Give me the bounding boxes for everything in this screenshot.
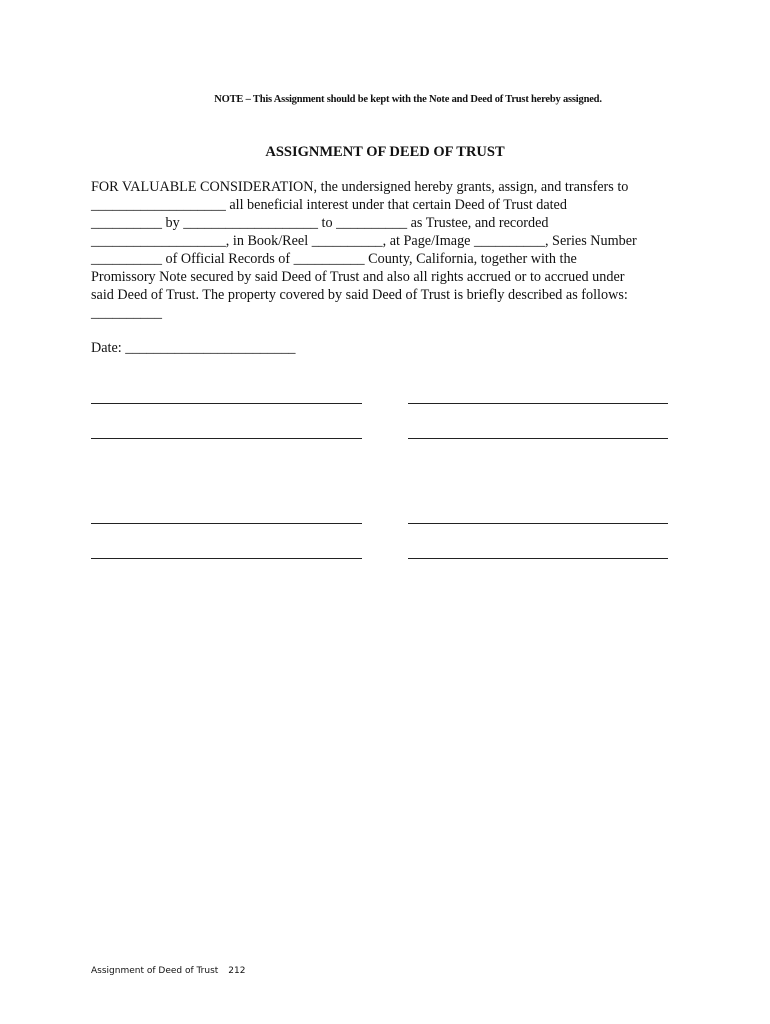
signature-line-left-3: [91, 523, 362, 524]
assignment-note: NOTE – This Assignment should be kept with the Note and Deed of Trust hereby assigned.: [214, 94, 602, 105]
footer-page-code: 212: [228, 966, 246, 976]
paragraph-line: __________: [91, 305, 162, 321]
signature-line-left-2: [91, 438, 362, 439]
page-footer: [91, 966, 245, 976]
signature-line-right-4: [408, 558, 668, 559]
paragraph-line: Promissory Note secured by said Deed of Trust and also all rights accrued or to accrued under: [91, 269, 625, 285]
signature-line-right-3: [408, 523, 668, 524]
paragraph-line: ___________________ all beneficial interest under that certain Deed of Trust dated: [91, 197, 567, 213]
paragraph-line: __________ of Official Records of __________ County, California, together with the: [91, 251, 577, 267]
footer-document-name: Assignment of Deed of Trust: [91, 966, 219, 976]
paragraph-line: __________ by ___________________ to __________ as Trustee, and recorded: [91, 215, 549, 231]
signature-line-left-1: [91, 403, 362, 404]
signature-line-right-2: [408, 438, 668, 439]
paragraph-line: said Deed of Trust. The property covered by said Deed of Trust is briefly described as follows:: [91, 287, 628, 303]
date-field: Date: ________________________: [91, 340, 296, 356]
signature-line-right-1: [408, 403, 668, 404]
consideration-paragraph: [91, 178, 681, 322]
paragraph-line: ___________________, in Book/Reel __________, at Page/Image __________, Series Number: [91, 233, 637, 249]
signature-line-left-4: [91, 558, 362, 559]
paragraph-line: FOR VALUABLE CONSIDERATION, the undersigned hereby grants, assign, and transfers to: [91, 179, 629, 195]
document-title: ASSIGNMENT OF DEED OF TRUST: [265, 144, 505, 160]
